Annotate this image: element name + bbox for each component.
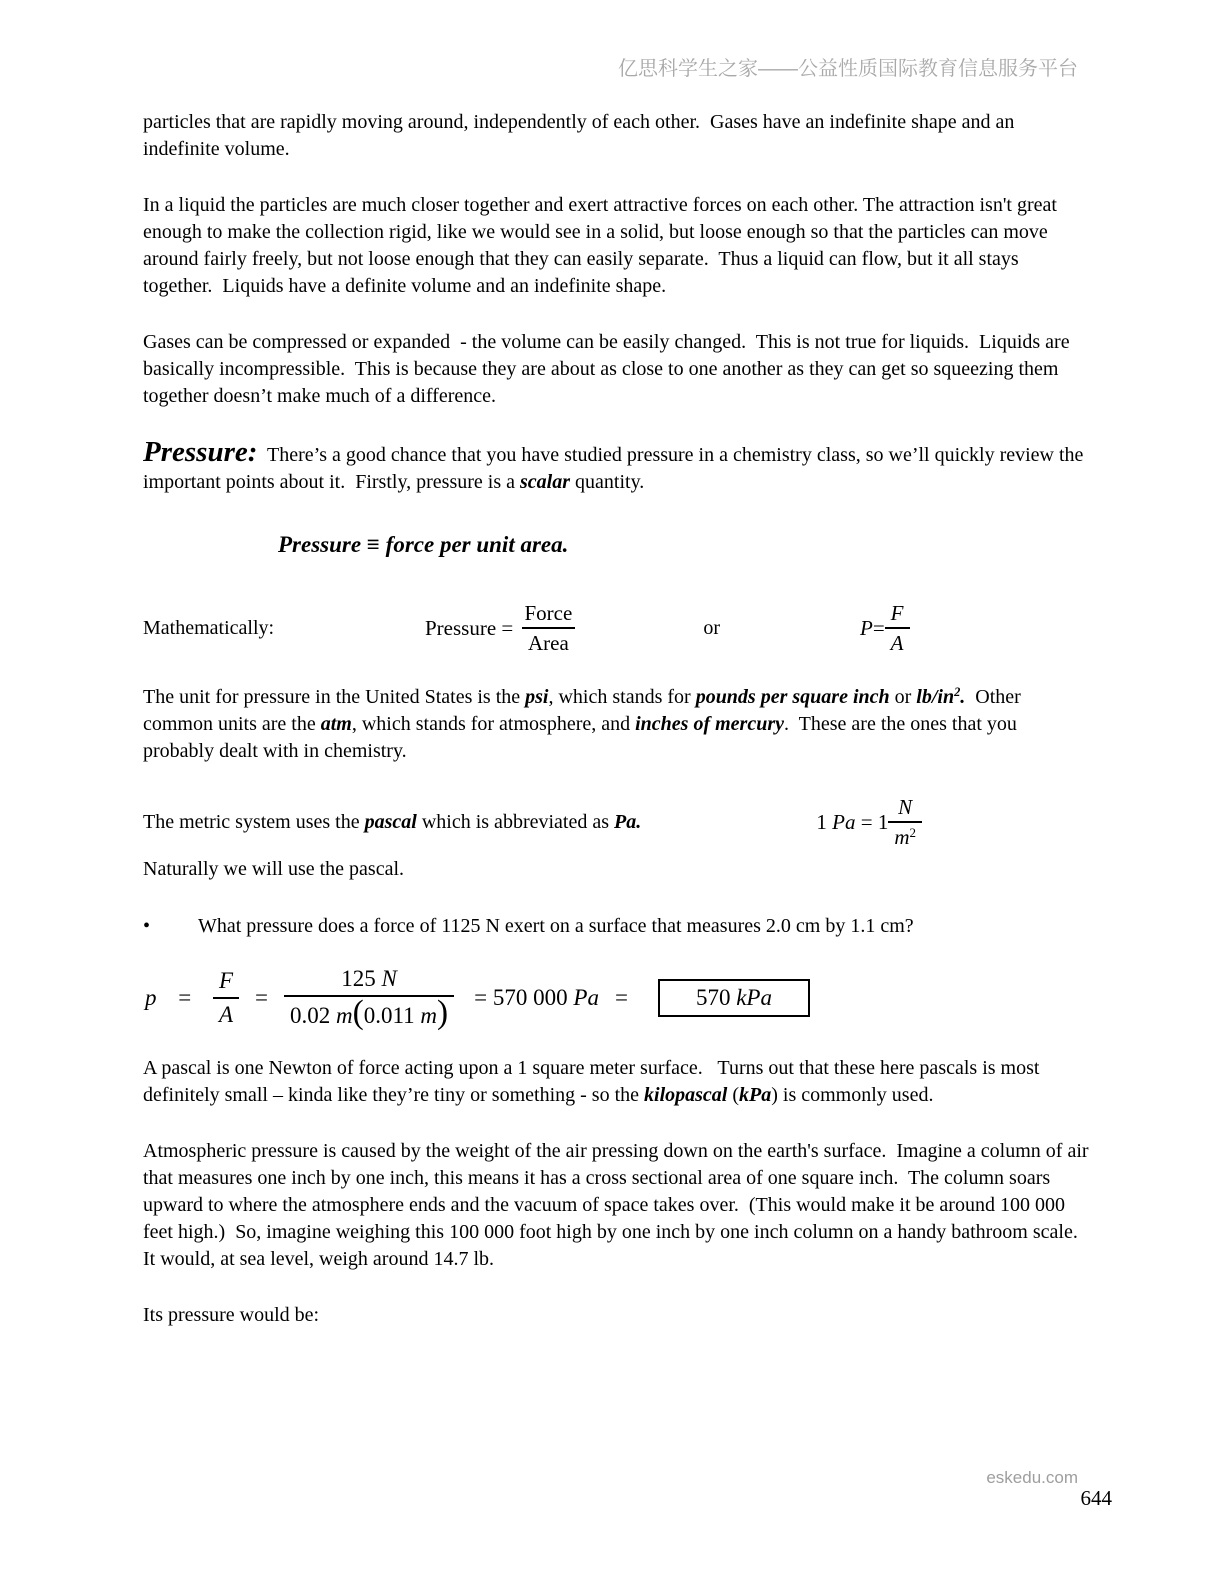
pa-symbol: Pa xyxy=(573,984,599,1010)
f-over-a-fraction xyxy=(885,600,910,656)
paragraph-us-units xyxy=(143,684,1090,765)
paragraph-compressibility: Gases can be compressed or expanded - the volume can be easily changed. This is not true for liquids. Liquids are basically incompressible. This is because they are about as close to one another as they can get so squeezing them together doesn’t make much of a difference. xyxy=(143,331,1075,407)
pounds-per-square-inch-term: pounds per square inch xyxy=(695,686,890,708)
paragraph-gases: particles that are rapidly moving around, independently of each other. Gases have an indefinite shape and an indefinite volume. xyxy=(143,111,1020,160)
force-over-area-fraction xyxy=(519,600,579,656)
fraction-numerator xyxy=(335,964,403,995)
kilopascal-text-a: A pascal is one Newton of force acting upon a 1 square meter surface. Turns out that these here pascals is most definitely small – kinda like they’re tiny or something - so the xyxy=(143,1057,1045,1106)
length-value-2: 0.011 xyxy=(363,1003,421,1028)
answer-value: 570 xyxy=(695,984,737,1010)
pressure-intro-text-a: There’s a good chance that you have studied pressure in a chemistry class, so we’ll quickly review the important points about it. Firstly, pressure is a xyxy=(143,444,1089,493)
p-symbol: P xyxy=(860,615,873,640)
one-pascal-equation xyxy=(816,794,922,850)
kpa-symbol: kPa xyxy=(736,984,772,1010)
pressure-force-area-equation xyxy=(425,600,578,656)
footer-site-watermark: eskedu.com xyxy=(986,1468,1078,1487)
pressure-section-intro xyxy=(143,436,1090,496)
fraction-denominator: A xyxy=(213,997,239,1030)
pressure-value: 570 000 xyxy=(492,984,574,1010)
pa-abbreviation: Pa. xyxy=(614,810,642,833)
page-content xyxy=(143,109,1094,1358)
meter-symbol: m xyxy=(336,1003,353,1028)
fraction-numerator: F xyxy=(218,967,234,993)
fraction-denominator xyxy=(284,995,454,1031)
kilopascal-text-b: ( xyxy=(727,1084,740,1106)
result-value xyxy=(474,985,599,1011)
mathematical-definition-row xyxy=(143,600,1090,656)
fraction-numerator: N xyxy=(898,795,913,819)
close-paren: ) xyxy=(437,994,449,1031)
units-text-e: , which stands for atmosphere, and xyxy=(351,713,636,735)
metric-sentence xyxy=(143,809,641,836)
paragraph-atmospheric: Atmospheric pressure is caused by the weight of the air pressing down on the earth's surface. Imagine a column of air that measures one inch by one inch, this means it has a cross sectional area of one square inch. The column soars upward to where the atmosphere ends and the vacuum of space takes over. (This would make it be around 100 000 feet high.) So, imagine weighing this 100 000 foot high by one inch by one inch column on a handy bathroom scale. It would, at sea level, weigh around 14.7 lb. xyxy=(143,1140,1094,1270)
page-number: 644 xyxy=(1080,1486,1112,1510)
inches-of-mercury-term: inches of mercury xyxy=(635,713,785,735)
p-equals-f-over-a-equation xyxy=(860,600,910,656)
metric-text-a: The metric system uses the xyxy=(143,810,365,833)
units-text-c: or xyxy=(889,686,917,708)
one-value: 1 xyxy=(816,809,833,834)
atm-term: atm xyxy=(320,713,352,735)
lb-in-base: lb/in xyxy=(916,686,955,708)
worked-example-equation xyxy=(145,964,1090,1031)
units-text-f: . These are the ones that you probably dealt with in chemistry. xyxy=(143,713,1022,762)
equals-sign: = xyxy=(872,615,885,640)
force-value: 125 xyxy=(341,966,382,991)
p-symbol: p xyxy=(145,984,157,1010)
fraction-denominator xyxy=(888,821,922,850)
psi-term: psi xyxy=(525,686,549,708)
paragraph-kilopascal xyxy=(143,1055,1090,1109)
pascal-term: pascal xyxy=(364,810,417,833)
coefficient-one: 1 xyxy=(877,809,889,834)
scalar-term: scalar xyxy=(520,471,571,493)
open-paren: ( xyxy=(352,994,364,1031)
lb-in-exponent: 2 xyxy=(954,685,961,700)
lb-per-in2-term xyxy=(916,686,965,708)
equals-sign: = xyxy=(172,984,197,1010)
newton-symbol: N xyxy=(381,966,397,991)
pa-symbol: Pa xyxy=(832,809,856,834)
kilopascal-text-c: ) is commonly used. xyxy=(771,1084,934,1106)
example-question-text: What pressure does a force of 1125 N exert on a surface that measures 2.0 cm by 1.1 cm? xyxy=(198,915,914,937)
paragraph-naturally: Naturally we will use the pascal. xyxy=(143,858,405,880)
force-over-area-values-fraction xyxy=(284,964,454,1031)
units-text-d: Other common units are the xyxy=(143,686,1026,735)
fraction-numerator: F xyxy=(890,601,904,625)
kilopascal-term: kilopascal xyxy=(644,1084,728,1106)
equals-sign: = xyxy=(474,984,493,1010)
paragraph-its-pressure: Its pressure would be: xyxy=(143,1304,320,1326)
or-label: or xyxy=(703,616,720,639)
pressure-definition-line: Pressure ≡ force per unit area. xyxy=(278,532,569,557)
fraction-denominator: Area xyxy=(522,627,575,656)
equals-sign: = xyxy=(255,984,269,1010)
meter-exponent: 2 xyxy=(909,824,916,840)
lb-in-period: . xyxy=(960,686,966,708)
equals-sign: = xyxy=(614,984,628,1010)
equals-sign: = xyxy=(855,809,878,834)
units-text-a: The unit for pressure in the United States is the xyxy=(143,686,526,708)
f-over-a-fraction xyxy=(213,966,239,1030)
paragraph-liquids: In a liquid the particles are much closer together and exert attractive forces on each other. The attraction isn't great enough to make the collection rigid, like we would see in a solid, but loose enough so that the particles can move around fairly freely, but not loose enough that they can easily separate. Thus a liquid can flow, but it all stays together. Liquids have a definite volume and an indefinite shape. xyxy=(143,194,1062,297)
pressure-equals-text: Pressure = xyxy=(425,615,519,640)
meter-symbol: m xyxy=(420,1003,438,1028)
pressure-heading: Pressure: xyxy=(143,436,258,468)
length-value-1: 0.02 xyxy=(290,1003,337,1028)
fraction-denominator: A xyxy=(885,627,910,656)
fraction-numerator: Force xyxy=(524,601,573,625)
metric-pascal-row xyxy=(143,794,1090,850)
bullet-icon: • xyxy=(143,915,151,937)
newton-per-square-meter-fraction xyxy=(888,794,922,850)
metric-text-b: which is abbreviated as xyxy=(416,810,615,833)
mathematically-label: Mathematically: xyxy=(143,616,275,639)
boxed-answer xyxy=(658,979,810,1017)
site-header-text: 亿思科学生之家——公益性质国际教育信息服务平台 xyxy=(618,58,1078,80)
kpa-term: kPa xyxy=(739,1084,772,1106)
example-question-bullet xyxy=(143,913,1090,940)
pressure-intro-text-b: quantity. xyxy=(570,471,645,493)
units-text-b: , which stands for xyxy=(548,686,696,708)
meter-symbol: m xyxy=(894,825,910,849)
